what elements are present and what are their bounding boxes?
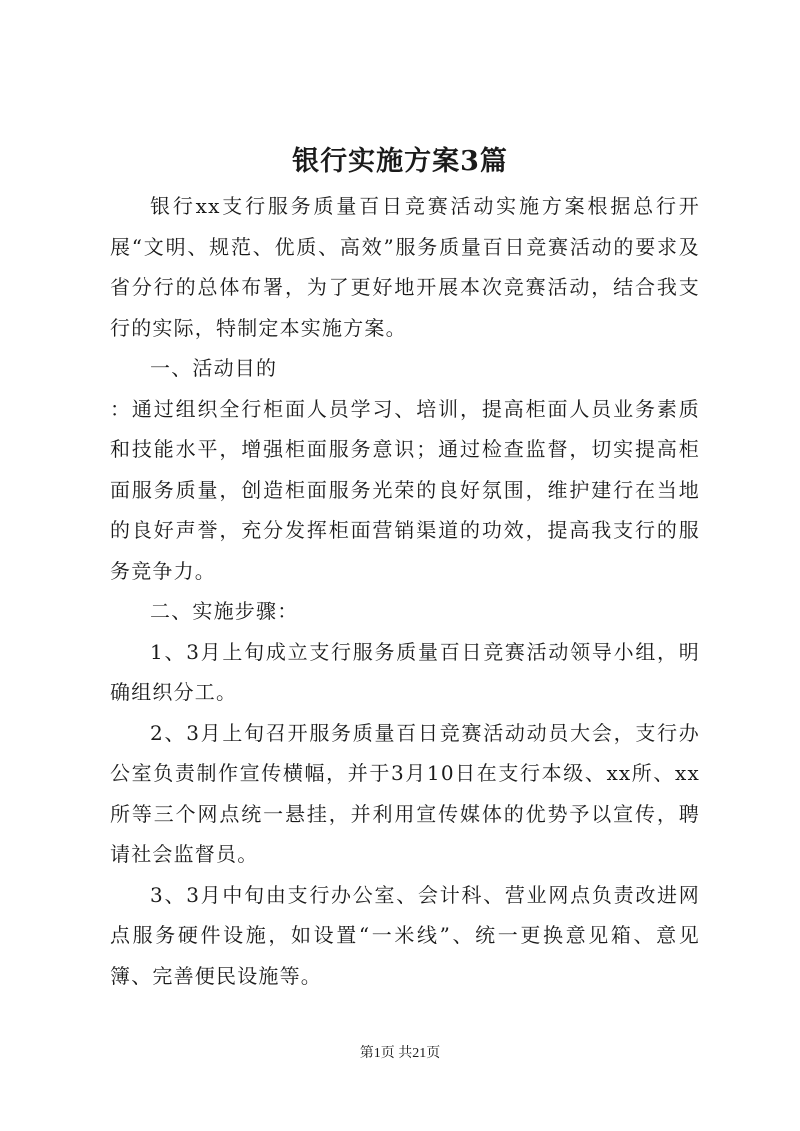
page-number-footer: 第1页 共21页 xyxy=(359,1046,441,1061)
document-body xyxy=(110,186,700,996)
section-heading-steps: 二、实施步骤： xyxy=(150,599,299,623)
intro-paragraph: 银行xx支行服务质量百日竞赛活动实施方案根据总行开展“文明、规范、优质、高效”服务质量百日竞赛活动的要求及省分行的总体布署，为了更好地开展本次竞赛活动，结合我支行的实际，特制定本实施方案。 xyxy=(110,194,700,340)
goal-paragraph: ：通过组织全行柜面人员学习、培训，提高柜面人员业务素质和技能水平，增强柜面服务意识；通过检查监督，切实提高柜面服务质量，创造柜面服务光荣的良好氛围，维护建行在当地的良好声誉，充分发挥柜面营销渠道的功效，提高我支行的服务竞争力。 xyxy=(110,396,700,583)
document-title: 银行实施方案3篇 xyxy=(292,146,508,177)
step-2-paragraph: 2、3月上旬召开服务质量百日竞赛活动动员大会，支行办公室负责制作宣传横幅，并于3月10日在支行本级、xx所、xx所等三个网点统一悬挂，并利用宣传媒体的优势予以宣传，聘请社会监督员。 xyxy=(110,720,700,866)
section-heading-goal: 一、活动目的 xyxy=(150,356,278,380)
step-3-paragraph: 3、3月中旬由支行办公室、会计科、营业网点负责改进网点服务硬件设施，如设置“一米线”、统一更换意见箱、意见簿、完善便民设施等。 xyxy=(110,882,700,988)
step-1-paragraph: 1、3月上旬成立支行服务质量百日竞赛活动领导小组，明确组织分工。 xyxy=(110,639,700,704)
